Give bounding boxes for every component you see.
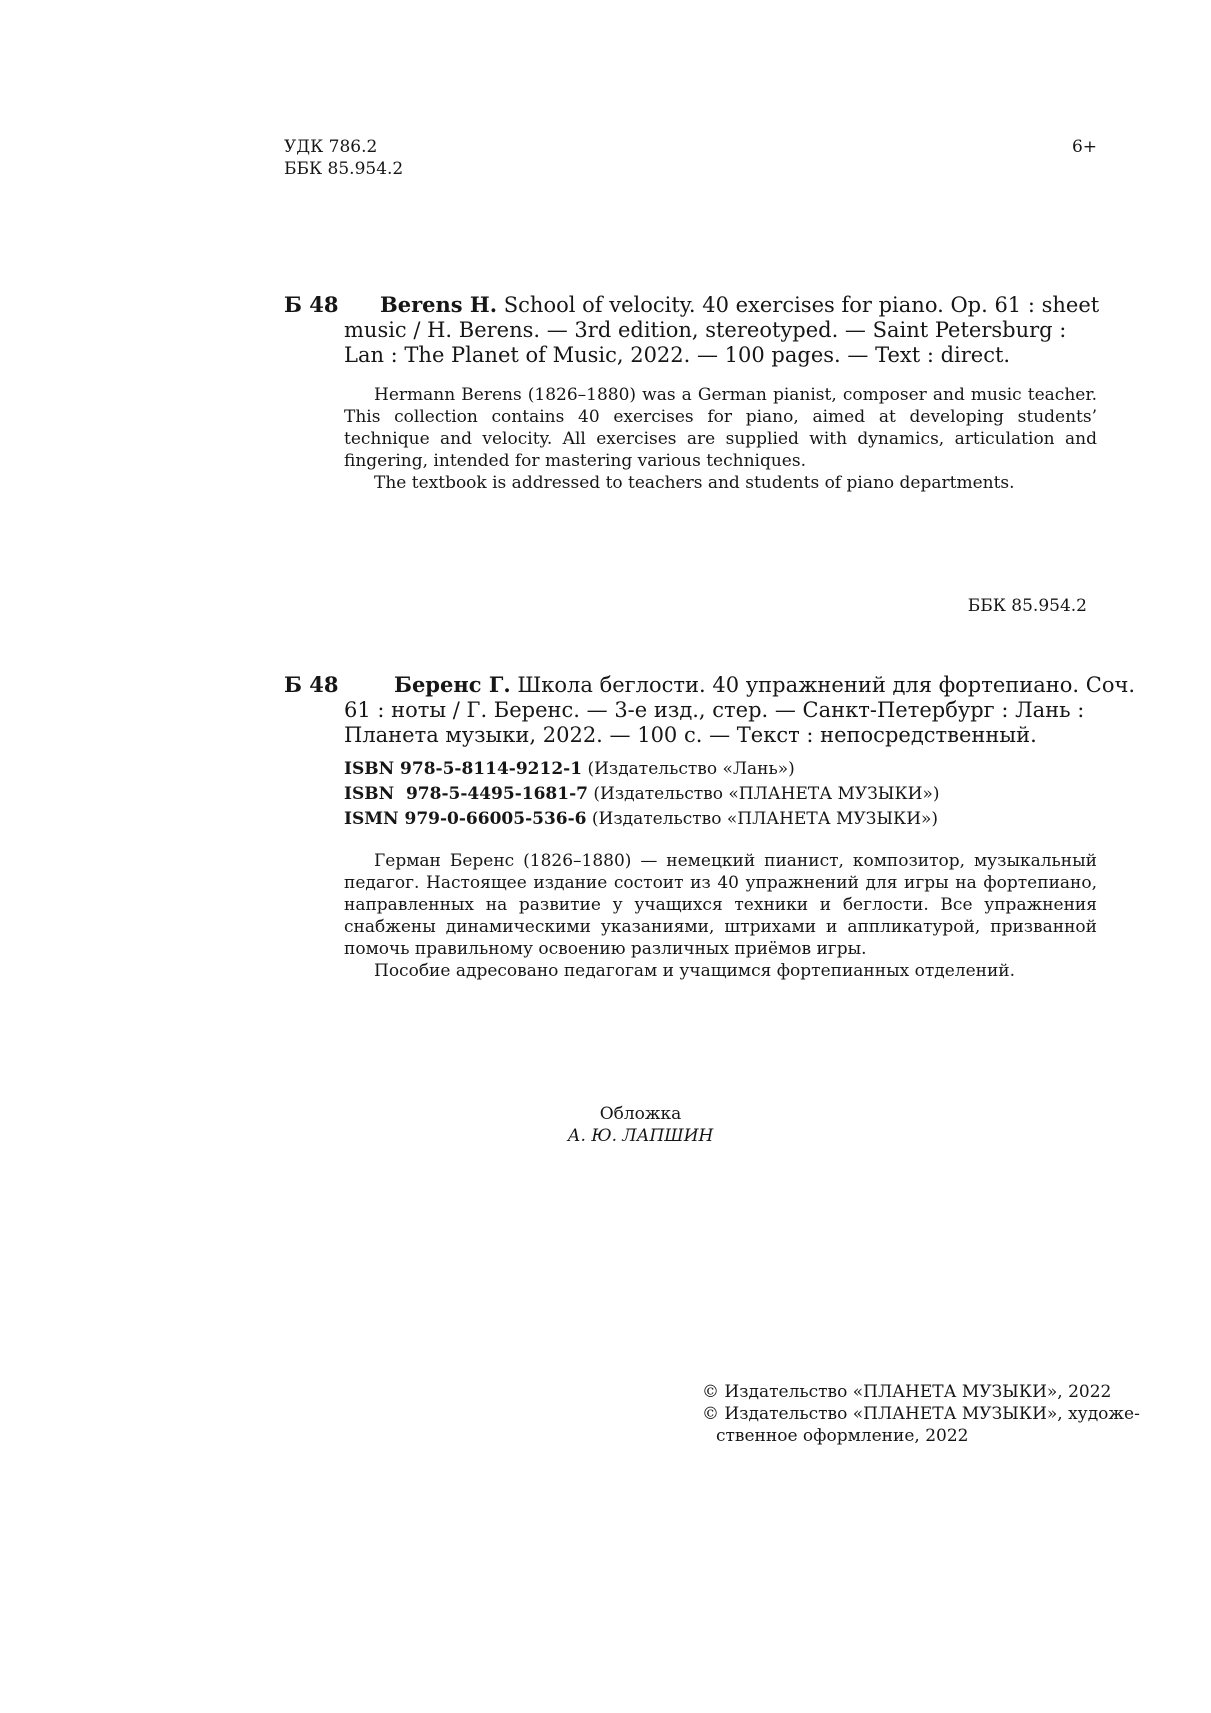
cover-label: Обложка xyxy=(599,1104,682,1124)
isbn-publisher: (Издательство «ПЛАНЕТА МУЗЫКИ») xyxy=(591,809,939,829)
entry-line: Планета музыки, 2022. — 100 с. — Текст : непосредственный. xyxy=(344,723,1037,747)
bbk-code: ББК 85.954.2 xyxy=(284,159,404,179)
isbn-number: ISBN 978-5-4495-1681-7 xyxy=(344,784,588,804)
abstract-paragraph: Hermann Berens (1826–1880) was a German pianist, composer and music teacher. This collection contains 40 exercises for piano, aimed at developing students’ technique and velocity. All exercises are supplied with dynamics, articulation and fingering, intended for mastering various techniques. xyxy=(344,385,1097,471)
isbn-row xyxy=(344,782,940,807)
entry-author-ru: Беренс Г. xyxy=(394,672,511,697)
copyright-block xyxy=(702,1381,1140,1447)
age-rating: 6+ xyxy=(1071,137,1097,157)
bibliographic-entry-en xyxy=(344,292,1100,368)
isbn-publisher: (Издательство «Лань») xyxy=(587,759,795,779)
cover-artist: А. Ю. ЛАПШИН xyxy=(567,1126,714,1146)
entry-line xyxy=(344,292,1100,318)
abstract-en xyxy=(344,384,1097,494)
isbn-publisher: (Издательство «ПЛАНЕТА МУЗЫКИ») xyxy=(593,784,940,804)
abstract-paragraph: The textbook is addressed to teachers and students of piano departments. xyxy=(374,473,1015,493)
ismn-number: ISMN 979-0-66005-536-6 xyxy=(344,809,587,829)
bbk-code-right: ББК 85.954.2 xyxy=(967,596,1087,616)
copyright-line: © Издательство «ПЛАНЕТА МУЗЫКИ», 2022 xyxy=(702,1382,1112,1402)
bibliographic-entry-ru xyxy=(344,672,1136,748)
entry-line-text: School of velocity. 40 exercises for piano. Op. 61 : sheet xyxy=(503,293,1100,317)
isbn-block xyxy=(344,757,940,832)
entry-author-en: Berens H. xyxy=(380,292,498,317)
entry-line: 61 : ноты / Г. Беренс. — 3-е изд., стер. — Санкт-Петербург : Лань : xyxy=(344,698,1085,722)
abstract-ru xyxy=(344,850,1097,982)
entry-line: Lan : The Planet of Music, 2022. — 100 pages. — Text : direct. xyxy=(344,343,1011,367)
isbn-row xyxy=(344,757,940,782)
copyright-line: ственное оформление, 2022 xyxy=(716,1426,969,1446)
entry-code-ru: Б 48 xyxy=(284,672,339,697)
udk-code: УДК 786.2 xyxy=(284,137,378,157)
abstract-paragraph: Пособие адресовано педагогам и учащимся фортепианных отделений. xyxy=(374,961,1016,981)
ismn-row xyxy=(344,807,940,832)
abstract-paragraph: Герман Беренс (1826–1880) — немецкий пианист, композитор, музыкальный педагог. Настоящее издание состоит из 40 упражнений для игры на фортепиано, направленных на развитие у учащихся техники и беглости. Все упражнения снабжены динамическими указаниями, штрихами и аппликатурой, призванной помочь правильному освоению различных приёмов игры. xyxy=(344,851,1097,959)
copyright-line: © Издательство «ПЛАНЕТА МУЗЫКИ», художе- xyxy=(702,1404,1140,1424)
entry-line xyxy=(344,672,1136,698)
isbn-number: ISBN 978-5-8114-9212-1 xyxy=(344,759,583,779)
entry-line-text: Школа беглости. 40 упражнений для фортепиано. Соч. xyxy=(517,673,1136,697)
entry-line: music / H. Berens. — 3rd edition, stereotyped. — Saint Petersburg : xyxy=(344,318,1067,342)
entry-code-en: Б 48 xyxy=(284,292,339,317)
